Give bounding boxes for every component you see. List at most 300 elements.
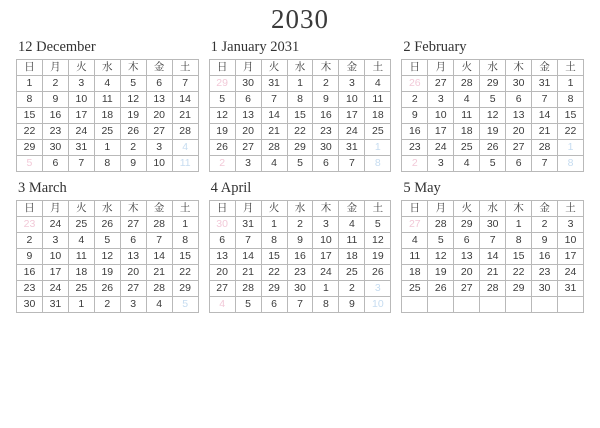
day-cell[interactable]: 28 — [532, 140, 558, 156]
weekday-header: 月 — [428, 60, 454, 76]
month-block — [209, 37, 392, 172]
week-row — [402, 281, 584, 297]
day-cell[interactable]: 25 — [68, 281, 94, 297]
day-cell[interactable]: 29 — [287, 140, 313, 156]
day-cell[interactable]: 15 — [172, 249, 198, 265]
day-cell[interactable]: 3 — [313, 217, 339, 233]
day-cell[interactable]: 31 — [68, 140, 94, 156]
day-cell[interactable]: 14 — [261, 108, 287, 124]
day-cell[interactable]: 23 — [42, 124, 68, 140]
day-cell[interactable]: 5 — [235, 297, 261, 313]
day-cell[interactable]: 4 — [454, 156, 480, 172]
day-cell[interactable]: 31 — [339, 140, 365, 156]
day-cell[interactable]: 27 — [120, 281, 146, 297]
day-cell[interactable]: 23 — [402, 140, 428, 156]
month-table — [209, 200, 392, 313]
day-cell[interactable]: 31 — [235, 217, 261, 233]
day-cell[interactable]: 18 — [402, 265, 428, 281]
day-cell[interactable]: 7 — [68, 156, 94, 172]
day-cell[interactable]: 28 — [146, 281, 172, 297]
day-cell[interactable]: 29 — [480, 76, 506, 92]
day-cell[interactable]: 31 — [42, 297, 68, 313]
day-cell[interactable]: 24 — [42, 217, 68, 233]
day-cell[interactable]: 19 — [365, 249, 391, 265]
day-cell[interactable]: 24 — [68, 124, 94, 140]
day-cell[interactable]: 6 — [120, 233, 146, 249]
day-cell[interactable]: 4 — [402, 233, 428, 249]
day-cell[interactable]: 12 — [428, 249, 454, 265]
day-cell[interactable]: 13 — [209, 249, 235, 265]
day-cell[interactable]: 3 — [339, 76, 365, 92]
day-cell[interactable]: 30 — [506, 76, 532, 92]
day-cell[interactable]: 2 — [287, 217, 313, 233]
day-cell[interactable]: 22 — [172, 265, 198, 281]
day-cell[interactable]: 5 — [17, 156, 43, 172]
week-row — [17, 249, 199, 265]
day-cell[interactable]: 2 — [339, 281, 365, 297]
day-cell[interactable]: 2 — [313, 76, 339, 92]
day-cell[interactable]: 29 — [506, 281, 532, 297]
day-cell[interactable]: 17 — [428, 124, 454, 140]
day-cell[interactable]: 13 — [454, 249, 480, 265]
day-cell[interactable]: 15 — [287, 108, 313, 124]
day-cell[interactable]: 6 — [235, 92, 261, 108]
day-cell[interactable]: 7 — [480, 233, 506, 249]
day-cell[interactable]: 23 — [287, 265, 313, 281]
day-cell[interactable]: 1 — [365, 140, 391, 156]
day-cell[interactable]: 4 — [146, 297, 172, 313]
day-cell[interactable]: 22 — [261, 265, 287, 281]
day-cell[interactable]: 19 — [480, 124, 506, 140]
day-cell[interactable]: 4 — [339, 217, 365, 233]
month-table — [16, 59, 199, 172]
day-cell[interactable]: 28 — [454, 76, 480, 92]
week-row — [209, 217, 391, 233]
day-cell[interactable]: 9 — [402, 108, 428, 124]
day-cell[interactable]: 30 — [287, 281, 313, 297]
day-cell[interactable]: 30 — [532, 281, 558, 297]
month-title: 2 February — [403, 39, 467, 55]
day-cell[interactable]: 4 — [454, 92, 480, 108]
day-cell[interactable]: 23 — [17, 281, 43, 297]
day-cell[interactable]: 3 — [68, 76, 94, 92]
day-cell[interactable]: 4 — [172, 140, 198, 156]
day-cell[interactable]: 25 — [339, 265, 365, 281]
day-cell[interactable]: 1 — [68, 297, 94, 313]
day-cell[interactable]: 9 — [532, 233, 558, 249]
day-cell[interactable]: 8 — [287, 92, 313, 108]
week-row — [17, 76, 199, 92]
day-cell[interactable]: 6 — [261, 297, 287, 313]
day-cell[interactable]: 26 — [94, 217, 120, 233]
weekday-header: 月 — [428, 201, 454, 217]
week-row — [402, 265, 584, 281]
day-cell[interactable]: 11 — [402, 249, 428, 265]
day-cell[interactable]: 10 — [42, 249, 68, 265]
day-cell[interactable]: 12 — [120, 92, 146, 108]
day-cell[interactable]: 10 — [339, 92, 365, 108]
day-cell[interactable]: 12 — [365, 233, 391, 249]
weekday-header: 土 — [558, 201, 584, 217]
day-cell[interactable]: 10 — [313, 233, 339, 249]
day-cell[interactable]: 14 — [235, 249, 261, 265]
day-cell[interactable]: 19 — [120, 108, 146, 124]
day-cell[interactable]: 4 — [94, 76, 120, 92]
day-cell[interactable]: 1 — [558, 76, 584, 92]
weekday-header-row — [17, 60, 199, 76]
weekday-header: 月 — [235, 60, 261, 76]
weekday-header: 日 — [209, 60, 235, 76]
day-cell[interactable]: 16 — [42, 108, 68, 124]
day-cell[interactable]: 24 — [313, 265, 339, 281]
day-cell[interactable]: 10 — [146, 156, 172, 172]
weekday-header: 金 — [339, 60, 365, 76]
day-cell[interactable]: 4 — [68, 233, 94, 249]
day-cell[interactable]: 14 — [146, 249, 172, 265]
day-cell[interactable]: 12 — [209, 108, 235, 124]
day-cell[interactable]: 20 — [120, 265, 146, 281]
day-cell[interactable]: 29 — [209, 76, 235, 92]
day-cell[interactable]: 27 — [506, 140, 532, 156]
month-table — [401, 200, 584, 313]
day-cell[interactable]: 8 — [506, 233, 532, 249]
day-cell[interactable]: 14 — [532, 108, 558, 124]
month-block — [401, 178, 584, 313]
day-cell-empty — [480, 297, 506, 313]
day-cell[interactable]: 23 — [17, 217, 43, 233]
day-cell[interactable]: 27 — [235, 140, 261, 156]
week-row — [209, 140, 391, 156]
day-cell[interactable]: 26 — [209, 140, 235, 156]
day-cell[interactable]: 10 — [365, 297, 391, 313]
week-row — [17, 108, 199, 124]
day-cell[interactable]: 4 — [261, 156, 287, 172]
day-cell[interactable]: 3 — [42, 233, 68, 249]
day-cell[interactable]: 8 — [558, 156, 584, 172]
day-cell[interactable]: 16 — [532, 249, 558, 265]
day-cell[interactable]: 8 — [313, 297, 339, 313]
day-cell[interactable]: 4 — [365, 76, 391, 92]
month-block — [401, 37, 584, 172]
day-cell[interactable]: 7 — [339, 156, 365, 172]
day-cell[interactable]: 21 — [261, 124, 287, 140]
day-cell[interactable]: 8 — [172, 233, 198, 249]
day-cell[interactable]: 25 — [454, 140, 480, 156]
day-cell[interactable]: 12 — [480, 108, 506, 124]
day-cell[interactable]: 3 — [428, 92, 454, 108]
day-cell[interactable]: 11 — [68, 249, 94, 265]
day-cell[interactable]: 2 — [402, 92, 428, 108]
day-cell[interactable]: 27 — [209, 281, 235, 297]
week-row — [209, 281, 391, 297]
day-cell[interactable]: 20 — [209, 265, 235, 281]
day-cell[interactable]: 24 — [428, 140, 454, 156]
day-cell[interactable]: 20 — [506, 124, 532, 140]
day-cell[interactable]: 25 — [68, 217, 94, 233]
day-cell[interactable]: 29 — [172, 281, 198, 297]
day-cell[interactable]: 24 — [558, 265, 584, 281]
day-cell[interactable]: 15 — [506, 249, 532, 265]
day-cell[interactable]: 21 — [235, 265, 261, 281]
month-title: 12 December — [18, 39, 96, 55]
day-cell[interactable]: 5 — [172, 297, 198, 313]
day-cell[interactable]: 11 — [339, 233, 365, 249]
day-cell[interactable]: 12 — [94, 249, 120, 265]
day-cell[interactable]: 28 — [480, 281, 506, 297]
day-cell[interactable]: 28 — [235, 281, 261, 297]
day-cell[interactable]: 11 — [365, 92, 391, 108]
day-cell[interactable]: 22 — [506, 265, 532, 281]
day-cell[interactable]: 2 — [209, 156, 235, 172]
month-block — [209, 178, 392, 313]
calendar-page — [0, 4, 600, 428]
day-cell[interactable]: 29 — [454, 217, 480, 233]
day-cell[interactable]: 4 — [209, 297, 235, 313]
day-cell[interactable]: 26 — [402, 76, 428, 92]
day-cell[interactable]: 27 — [402, 217, 428, 233]
day-cell[interactable]: 5 — [480, 92, 506, 108]
day-cell[interactable]: 19 — [428, 265, 454, 281]
day-cell[interactable]: 1 — [287, 76, 313, 92]
day-cell[interactable]: 9 — [287, 233, 313, 249]
day-cell[interactable]: 9 — [42, 92, 68, 108]
day-cell[interactable]: 7 — [261, 92, 287, 108]
day-cell[interactable]: 19 — [209, 124, 235, 140]
day-cell[interactable]: 5 — [94, 233, 120, 249]
day-cell[interactable]: 14 — [172, 92, 198, 108]
day-cell[interactable]: 30 — [313, 140, 339, 156]
month-title: 5 May — [403, 180, 441, 196]
day-cell[interactable]: 3 — [235, 156, 261, 172]
day-cell[interactable]: 26 — [428, 281, 454, 297]
day-cell[interactable]: 2 — [94, 297, 120, 313]
day-cell[interactable]: 8 — [94, 156, 120, 172]
day-cell[interactable]: 29 — [17, 140, 43, 156]
day-cell[interactable]: 5 — [287, 156, 313, 172]
day-cell[interactable]: 3 — [146, 140, 172, 156]
day-cell[interactable]: 20 — [146, 108, 172, 124]
day-cell[interactable]: 13 — [146, 92, 172, 108]
day-cell[interactable]: 14 — [480, 249, 506, 265]
weekday-header: 火 — [68, 201, 94, 217]
day-cell[interactable]: 28 — [428, 217, 454, 233]
day-cell[interactable]: 6 — [146, 76, 172, 92]
day-cell[interactable]: 15 — [261, 249, 287, 265]
day-cell[interactable]: 5 — [209, 92, 235, 108]
day-cell[interactable]: 9 — [120, 156, 146, 172]
day-cell[interactable]: 8 — [261, 233, 287, 249]
day-cell[interactable]: 25 — [402, 281, 428, 297]
day-cell[interactable]: 18 — [454, 124, 480, 140]
day-cell[interactable]: 31 — [261, 76, 287, 92]
day-cell[interactable]: 7 — [146, 233, 172, 249]
weekday-header-row — [402, 201, 584, 217]
weekday-header: 火 — [454, 60, 480, 76]
day-cell[interactable]: 27 — [146, 124, 172, 140]
day-cell[interactable]: 27 — [428, 76, 454, 92]
day-cell[interactable]: 6 — [506, 156, 532, 172]
day-cell[interactable]: 26 — [94, 281, 120, 297]
weekday-header: 火 — [261, 201, 287, 217]
day-cell[interactable]: 7 — [172, 76, 198, 92]
weekday-header: 金 — [532, 60, 558, 76]
day-cell[interactable]: 9 — [313, 92, 339, 108]
day-cell[interactable]: 16 — [313, 108, 339, 124]
day-cell[interactable]: 16 — [287, 249, 313, 265]
day-cell[interactable]: 31 — [558, 281, 584, 297]
day-cell[interactable]: 27 — [120, 217, 146, 233]
day-cell[interactable]: 7 — [532, 92, 558, 108]
day-cell[interactable]: 9 — [17, 249, 43, 265]
day-cell[interactable]: 1 — [17, 76, 43, 92]
day-cell[interactable]: 20 — [454, 265, 480, 281]
day-cell[interactable]: 17 — [558, 249, 584, 265]
day-cell[interactable]: 28 — [146, 217, 172, 233]
day-cell[interactable]: 24 — [42, 281, 68, 297]
day-cell[interactable]: 5 — [480, 156, 506, 172]
day-cell[interactable]: 28 — [261, 140, 287, 156]
day-cell[interactable]: 1 — [172, 217, 198, 233]
week-row — [402, 140, 584, 156]
day-cell[interactable]: 19 — [94, 265, 120, 281]
day-cell[interactable]: 17 — [42, 265, 68, 281]
day-cell[interactable]: 7 — [287, 297, 313, 313]
months-grid — [0, 37, 600, 313]
day-cell[interactable]: 5 — [120, 76, 146, 92]
weekday-header: 日 — [402, 60, 428, 76]
day-cell[interactable]: 18 — [339, 249, 365, 265]
day-cell[interactable]: 18 — [94, 108, 120, 124]
day-cell[interactable]: 2 — [42, 76, 68, 92]
day-cell[interactable]: 16 — [17, 265, 43, 281]
weekday-header: 月 — [42, 60, 68, 76]
day-cell[interactable]: 5 — [428, 233, 454, 249]
weekday-header: 金 — [146, 60, 172, 76]
day-cell[interactable]: 17 — [339, 108, 365, 124]
day-cell[interactable]: 21 — [480, 265, 506, 281]
day-cell[interactable]: 11 — [94, 92, 120, 108]
day-cell[interactable]: 13 — [506, 108, 532, 124]
day-cell[interactable]: 6 — [454, 233, 480, 249]
day-cell[interactable]: 3 — [558, 217, 584, 233]
day-cell[interactable]: 3 — [120, 297, 146, 313]
day-cell[interactable]: 8 — [558, 92, 584, 108]
month-title: 3 March — [18, 180, 67, 196]
weekday-header: 土 — [172, 201, 198, 217]
day-cell[interactable]: 26 — [365, 265, 391, 281]
day-cell[interactable]: 9 — [339, 297, 365, 313]
day-cell[interactable]: 28 — [172, 124, 198, 140]
day-cell[interactable]: 17 — [313, 249, 339, 265]
weekday-header-row — [402, 60, 584, 76]
week-row — [402, 297, 584, 313]
day-cell[interactable]: 31 — [532, 76, 558, 92]
day-cell[interactable]: 2 — [532, 217, 558, 233]
weekday-header-row — [209, 60, 391, 76]
day-cell[interactable]: 2 — [402, 156, 428, 172]
day-cell[interactable]: 1 — [558, 140, 584, 156]
day-cell[interactable]: 30 — [42, 140, 68, 156]
day-cell[interactable]: 7 — [235, 233, 261, 249]
day-cell[interactable]: 11 — [454, 108, 480, 124]
day-cell[interactable]: 25 — [365, 124, 391, 140]
week-row — [209, 92, 391, 108]
day-cell[interactable]: 3 — [365, 281, 391, 297]
day-cell[interactable]: 24 — [339, 124, 365, 140]
day-cell[interactable]: 1 — [94, 140, 120, 156]
day-cell[interactable]: 8 — [17, 92, 43, 108]
day-cell[interactable]: 10 — [428, 108, 454, 124]
day-cell[interactable]: 30 — [235, 76, 261, 92]
day-cell[interactable]: 1 — [313, 281, 339, 297]
day-cell[interactable]: 29 — [261, 281, 287, 297]
day-cell[interactable]: 6 — [42, 156, 68, 172]
day-cell[interactable]: 23 — [532, 265, 558, 281]
day-cell[interactable]: 10 — [68, 92, 94, 108]
day-cell[interactable]: 22 — [287, 124, 313, 140]
day-cell[interactable]: 22 — [558, 124, 584, 140]
day-cell[interactable]: 21 — [532, 124, 558, 140]
day-cell[interactable]: 26 — [480, 140, 506, 156]
day-cell[interactable]: 1 — [506, 217, 532, 233]
day-cell[interactable]: 2 — [17, 233, 43, 249]
day-cell[interactable]: 13 — [120, 249, 146, 265]
week-row — [17, 233, 199, 249]
day-cell[interactable]: 10 — [558, 233, 584, 249]
weekday-header: 水 — [287, 201, 313, 217]
day-cell[interactable]: 21 — [172, 108, 198, 124]
weekday-header: 土 — [365, 201, 391, 217]
weekday-header: 水 — [287, 60, 313, 76]
day-cell[interactable]: 7 — [532, 156, 558, 172]
day-cell[interactable]: 15 — [17, 108, 43, 124]
day-cell[interactable]: 26 — [120, 124, 146, 140]
day-cell[interactable]: 30 — [17, 297, 43, 313]
day-cell[interactable]: 30 — [209, 217, 235, 233]
weekday-header: 火 — [68, 60, 94, 76]
day-cell[interactable]: 18 — [365, 108, 391, 124]
day-cell[interactable]: 6 — [209, 233, 235, 249]
week-row — [209, 249, 391, 265]
day-cell[interactable]: 8 — [365, 156, 391, 172]
day-cell-empty — [454, 297, 480, 313]
day-cell[interactable]: 5 — [365, 217, 391, 233]
day-cell[interactable]: 3 — [428, 156, 454, 172]
day-cell[interactable]: 17 — [68, 108, 94, 124]
month-block — [16, 178, 199, 313]
day-cell[interactable]: 6 — [506, 92, 532, 108]
day-cell[interactable]: 21 — [146, 265, 172, 281]
week-row — [17, 140, 199, 156]
week-row — [17, 92, 199, 108]
day-cell[interactable]: 22 — [17, 124, 43, 140]
day-cell[interactable]: 20 — [235, 124, 261, 140]
day-cell[interactable]: 2 — [120, 140, 146, 156]
day-cell[interactable]: 15 — [558, 108, 584, 124]
day-cell[interactable]: 25 — [94, 124, 120, 140]
day-cell-empty — [428, 297, 454, 313]
day-cell[interactable]: 13 — [235, 108, 261, 124]
day-cell[interactable]: 1 — [261, 217, 287, 233]
day-cell[interactable]: 11 — [172, 156, 198, 172]
weekday-header: 木 — [120, 60, 146, 76]
day-cell[interactable]: 30 — [480, 217, 506, 233]
day-cell[interactable]: 27 — [454, 281, 480, 297]
day-cell[interactable]: 18 — [68, 265, 94, 281]
day-cell[interactable]: 16 — [402, 124, 428, 140]
day-cell[interactable]: 23 — [313, 124, 339, 140]
day-cell[interactable]: 6 — [313, 156, 339, 172]
